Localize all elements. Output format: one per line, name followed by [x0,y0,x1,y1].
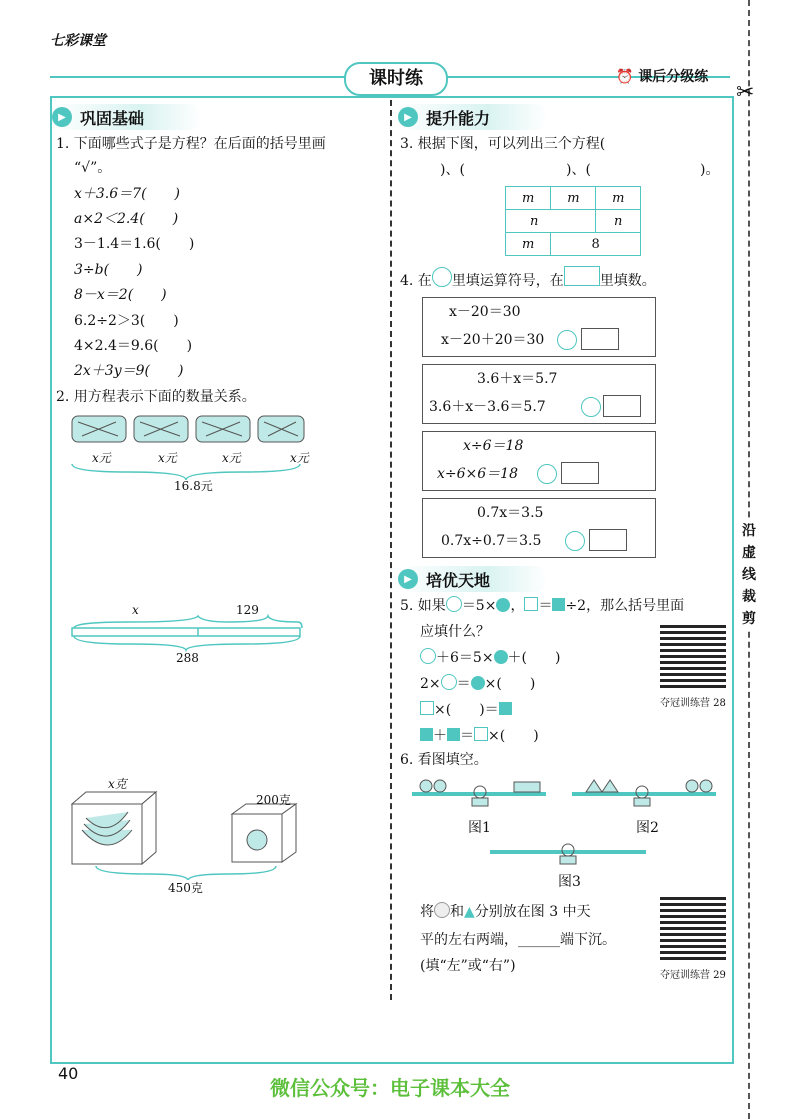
fig-label: 图1 [468,820,491,836]
section-header-basic [52,104,202,130]
qr-caption: 夺冠训练营 28 [660,698,726,709]
q4-box [422,364,656,424]
play-icon: ▶ [398,107,418,127]
q2-text: 2. 用方程表示下面的数量关系。 [56,389,256,405]
q6-fill-2: 平的左右两端，______端下沉。 [420,932,616,948]
q3-text-2a: )、( [440,162,465,178]
circle-blank-icon [432,267,452,287]
table-cell [506,210,596,233]
q5-line [420,674,535,694]
q5-text-b: ＝5× [461,598,497,614]
q5-l1a: ＋6＝5× [436,650,494,666]
filled-square-icon [552,598,565,611]
fig-label: 图3 [558,874,581,890]
q3-text: 3. 根据下图，可以列出三个方程( [400,136,606,152]
filled-square-icon [420,728,433,741]
fig1-label: x元 [158,451,177,465]
circle-symbol-icon [420,648,436,664]
balance-scale-icon [412,780,546,806]
q5-text-2: 应填什么？ [420,624,490,640]
q4-eq-step: 0.7x÷0.7＝3.5 [441,533,542,549]
number-blank[interactable] [589,529,627,551]
number-blank[interactable] [561,462,599,484]
q5-l4a: ＋ [433,728,447,744]
q6-text: 6. 看图填空。 [400,752,488,768]
q3-table [505,186,641,256]
q4-eq-step: 3.6＋x－3.6＝5.7 [429,399,546,415]
square-symbol-icon [474,727,488,741]
fig2-left: x [132,603,139,617]
q5-l2a: 2× [420,676,441,692]
q1-item: 3÷b( ) [74,262,143,278]
q1-text-2: “√”。 [74,160,112,176]
q5-line [420,726,539,746]
q6-fill-1a: 将 [420,904,434,920]
operator-blank[interactable] [557,330,577,350]
table-cell: 8 [551,233,641,256]
q5-line [420,648,560,668]
filled-square-icon [499,702,512,715]
q5-l1b: ＋( ) [507,650,561,666]
fig1-total: 16.8元 [174,479,213,493]
table-cell: n [596,210,641,233]
cone-icon: ▲ [464,904,475,920]
operator-blank[interactable] [537,464,557,484]
q4-text-c: 里填数。 [599,273,656,289]
q5-l2b: ＝ [456,676,471,692]
q5-line [420,700,512,720]
table-cell: m [551,187,596,210]
pencil-case-icon [72,416,126,442]
fig2-total: 288 [176,651,199,665]
q1-item: 8－x＝2( ) [74,287,167,303]
q5-text-e: ÷2，那么括号里面 [565,598,685,614]
q6-fill-1b: 和 [450,904,464,920]
q1-item: x＋3.6＝7( ) [74,186,180,202]
q1-text: 1. 下面哪些式子是方程？在后面的括号里画 [56,136,326,152]
table-cell: m [506,187,551,210]
q5-l4b: ＝ [460,728,474,744]
fig2-right: 129 [236,603,259,617]
q4-box [422,297,656,357]
banana-box-icon [72,792,156,864]
q4-eq: x÷6＝18 [463,438,524,454]
pencil-case-icon [134,416,188,442]
q5-text-d: ＝ [538,598,553,614]
circle-symbol-icon [446,596,462,612]
q1-item: 6.2÷2＞3( ) [74,313,179,329]
q3-text-2c: )。 [700,162,720,178]
circle-symbol-icon [441,674,457,690]
q4-eq-step: x－20＋20＝30 [441,332,545,348]
number-blank[interactable] [603,395,641,417]
fig1-label: x元 [92,451,111,465]
q6-fill-3: (填“左”或“右”) [420,958,516,974]
section-header-improve [398,104,548,130]
section-title: 提升能力 [426,108,491,128]
q4-box [422,431,656,491]
fig-label: 图2 [636,820,659,836]
fig3-total: 450克 [168,881,203,895]
q4-text-a: 4. 在 [400,273,432,289]
q5-l4c: ×( ) [488,728,539,744]
cut-instruction: 沿虚线裁剪 [740,520,758,630]
q5-text-c: ， [510,598,525,614]
qr-code-icon[interactable] [660,894,726,960]
square-symbol-icon [524,597,538,611]
fig3-right: 200克 [256,793,291,807]
play-icon: ▶ [52,107,72,127]
header-tag-label: 课后分级练 [638,69,709,85]
balance-scale-icon [490,844,646,864]
scissors-icon: ✂ [736,80,755,105]
q5-text [400,596,684,616]
operator-blank[interactable] [581,397,601,417]
square-blank-icon [564,266,600,286]
q1-item: a×2＜2.4( ) [74,211,179,227]
number-blank[interactable] [581,328,619,350]
pencil-case-icon [196,416,250,442]
fig1-label: x元 [222,451,241,465]
q4-eq: 0.7x＝3.5 [477,505,544,521]
play-icon: ▶ [398,569,418,589]
q4-box [422,498,656,558]
q4-text [400,266,656,291]
q2-fig2 [70,612,305,652]
page-title: 课时练 [344,62,448,96]
qr-code-icon[interactable] [660,622,726,688]
fig1-label: x元 [290,451,309,465]
q1-item: 2x＋3y＝9( ) [74,363,184,379]
column-divider [390,100,392,1000]
q5-l3a: ×( )＝ [434,702,499,718]
filled-circle-icon [494,650,508,664]
q6-balance-figures [406,772,726,872]
operator-blank[interactable] [565,531,585,551]
q6-fill-1 [420,902,591,922]
q4-eq: 3.6＋x＝5.7 [477,371,558,387]
apple-box-icon [232,804,296,862]
clock-icon: ⏰ [616,69,634,85]
q4-eq: x－20＝30 [449,304,521,320]
q1-item: 4×2.4＝9.6( ) [74,338,193,354]
wechat-footer: 微信公众号：电子课本大全 [270,1076,510,1100]
header-tag [616,66,708,86]
filled-circle-icon [471,676,485,690]
pencil-case-icon [258,416,304,442]
q1-item: 3－1.4＝1.6( ) [74,236,195,252]
qr-caption: 夺冠训练营 29 [660,970,726,981]
q6-fill-1c: 分别放在图 3 中天 [474,904,591,920]
ball-icon [434,902,450,918]
square-symbol-icon [420,701,434,715]
section-title: 巩固基础 [80,108,145,128]
q5-text-a: 5. 如果 [400,598,446,614]
fig3-left: x克 [108,777,127,791]
table-cell: m [596,187,641,210]
balance-scale-icon [572,780,716,806]
brand-logo: 七彩课堂 [50,33,106,49]
filled-square-icon [447,728,460,741]
q4-text-b: 里填运算符号，在 [451,273,564,289]
q5-l2c: ×( ) [484,676,536,692]
cell-text: n [530,213,539,229]
q3-text-2b: )、( [566,162,591,178]
section-title: 培优天地 [426,570,491,590]
section-header-advanced [398,566,548,592]
q4-eq-step: x÷6×6＝18 [437,466,518,482]
filled-circle-icon [496,598,510,612]
page-number: 40 [58,1064,79,1083]
table-cell: m [506,233,551,256]
